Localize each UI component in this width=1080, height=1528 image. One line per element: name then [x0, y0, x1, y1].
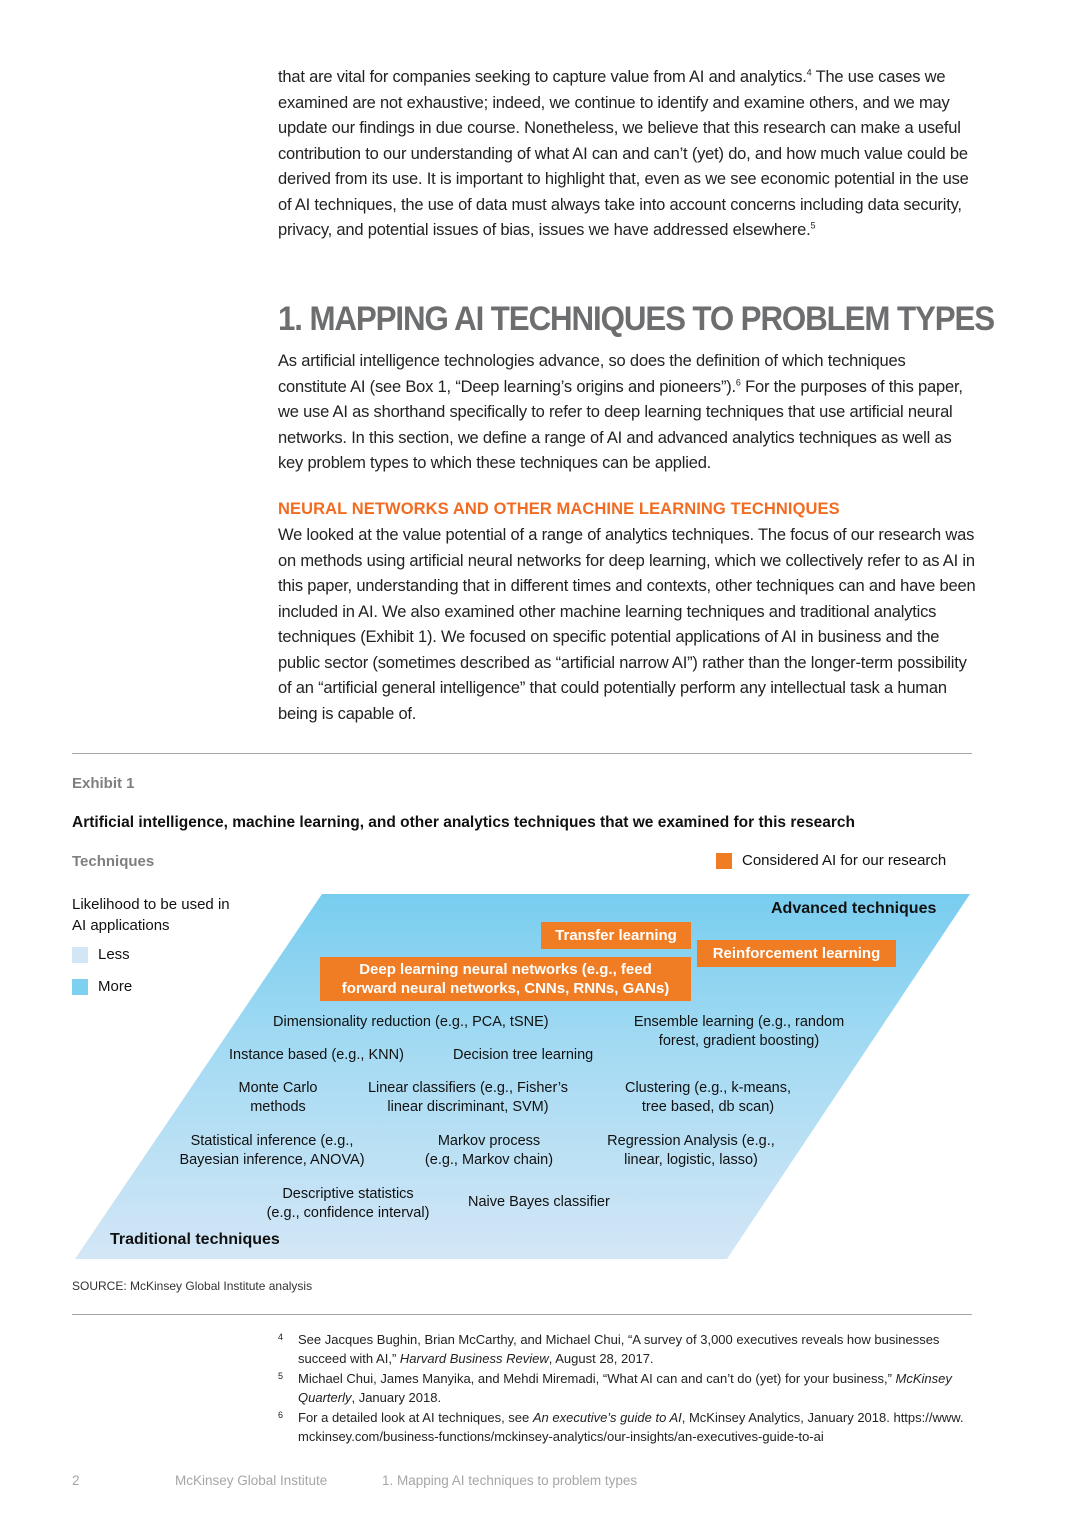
- clustering: Clustering (e.g., k-means, tree based, db scan): [624, 1080, 791, 1115]
- regression-analysis: Regression Analysis (e.g., linear, logistic, lasso): [607, 1133, 775, 1168]
- subheading: NEURAL NETWORKS AND OTHER MACHINE LEARNING TECHNIQUES: [278, 500, 840, 518]
- reinforcement-learning-box: Reinforcement learning: [697, 940, 896, 967]
- page-number: 2: [72, 1473, 80, 1488]
- exhibit-title: Artificial intelligence, machine learning, and other analytics techniques that we examined for this research: [72, 814, 855, 831]
- footnote-ref-5[interactable]: 5: [810, 220, 816, 231]
- footnote-6-link[interactable]: , McKinsey Analytics, January 2018. https://www.mckinsey.com/business-functions/mckinsey-analytics/our-insights/an-executives-guide-to-ai: [298, 1410, 964, 1444]
- statistical-inference: Statistical inference (e.g., Bayesian inference, ANOVA): [179, 1133, 365, 1168]
- exhibit-bottom-rule: [72, 1314, 972, 1315]
- transfer-learning-box: Transfer learning: [541, 922, 691, 949]
- footer-publisher: McKinsey Global Institute: [175, 1473, 328, 1488]
- decision-tree-learning: Decision tree learning: [453, 1047, 594, 1063]
- section-paragraph: As artificial intelligence technologies advance, so does the definition of which techniques constitute AI (see Box 1, “Deep learning’s origins and pioneers”).$^6$ For the purposes of this paper, we use AI as shorthand specifically to refer to deep learning techniques that use artificial neural networks. In this section, we define a range of AI and advanced analytics techniques as well as key problem types to which these techniques can be applied.: [278, 352, 963, 472]
- section-title: 1. MAPPING AI TECHNIQUES TO PROBLEM TYPES: [278, 300, 994, 338]
- descriptive-statistics: Descriptive statistics (e.g., confidence interval): [266, 1186, 430, 1221]
- linear-classifiers: Linear classifiers (e.g., Fisher’s linear discriminant, SVM): [367, 1080, 569, 1115]
- ensemble-learning: Ensemble learning (e.g., random forest, gradient boosting): [633, 1014, 845, 1049]
- neural-networks-paragraph: We looked at the value potential of a range of analytics techniques. The focus of our research was on methods using artificial neural networks for deep learning, which we collectively refer to as AI in this paper, understanding that in different times and contexts, other techniques can and have been included in AI. We also examined other machine learning techniques and traditional analytics techniques (Exhibit 1). We focused on specific potential applications of AI in business and the public sector (sometimes described as “artificial narrow AI”) rather than the longer-term possibility of an “artificial general intelligence” that could potentially perform any intellectual task a human being is capable of.: [278, 526, 976, 723]
- advanced-techniques-label: Advanced techniques: [771, 900, 937, 917]
- techniques-label: Techniques: [72, 853, 155, 870]
- traditional-techniques-label: Traditional techniques: [110, 1231, 280, 1248]
- exhibit-source: SOURCE: McKinsey Global Institute analysis: [72, 1279, 313, 1293]
- naive-bayes-classifier: Naive Bayes classifier: [468, 1194, 610, 1210]
- legend-less: Less: [72, 946, 130, 963]
- monte-carlo-methods: Monte Carlo methods: [238, 1080, 318, 1115]
- footnote-ref-6[interactable]: 6: [735, 377, 741, 387]
- exhibit-label: Exhibit 1: [72, 775, 135, 792]
- markov-process: Markov process (e.g., Markov chain): [424, 1133, 554, 1168]
- legend-ai: Considered AI for our research: [716, 852, 946, 869]
- dimensionality-reduction: Dimensionality reduction (e.g., PCA, tSNE): [273, 1014, 549, 1030]
- intro-paragraph: that are vital for companies seeking to capture value from AI and analytics.$^4$ The use cases we examined are not exhaustive; indeed, we continue to identify and examine others, and we may update our findings in due course. Nonetheless, we believe that this research can make a useful contribution to our understanding of what AI can and can’t (yet) do, and how much value could be derived from its use. It is important to highlight that, even as we see economic potential in the use of AI techniques, the use of data must always take into account concerns including data security, privacy, and potential issues of bias, issues we have addressed elsewhere.$^5$: [278, 67, 969, 239]
- instance-based: Instance based (e.g., KNN): [229, 1047, 404, 1063]
- deep-learning-box: Deep learning neural networks (e.g., feed forward neural networks, CNNs, RNNs, GANs): [320, 957, 691, 1001]
- likelihood-label: Likelihood to be used in AI applications: [72, 896, 230, 934]
- footnote-6: 6 For a detailed look at AI techniques, see An executive’s guide to AI, McKinsey Analytics, January 2018. https://www.mckinsey.com/business-functions/mckinsey-analytics/our-insights/an-executives-guide-to-ai: [278, 1410, 964, 1444]
- footnote-4: 4 See Jacques Bughin, Brian McCarthy, and Michael Chui, “A survey of 3,000 executives reveals how businesses succeed with AI,” Harvard Business Review, August 28, 2017.: [278, 1332, 940, 1366]
- legend-more: More: [72, 978, 132, 995]
- footnote-5: 5 Michael Chui, James Manyika, and Mehdi Miremadi, “What AI can and can’t do (yet) for your business,” McKinsey Quarterly, January 2018.: [278, 1371, 952, 1405]
- footnote-ref-4[interactable]: 4: [806, 67, 812, 78]
- footer-chapter: 1. Mapping AI techniques to problem types: [382, 1473, 638, 1488]
